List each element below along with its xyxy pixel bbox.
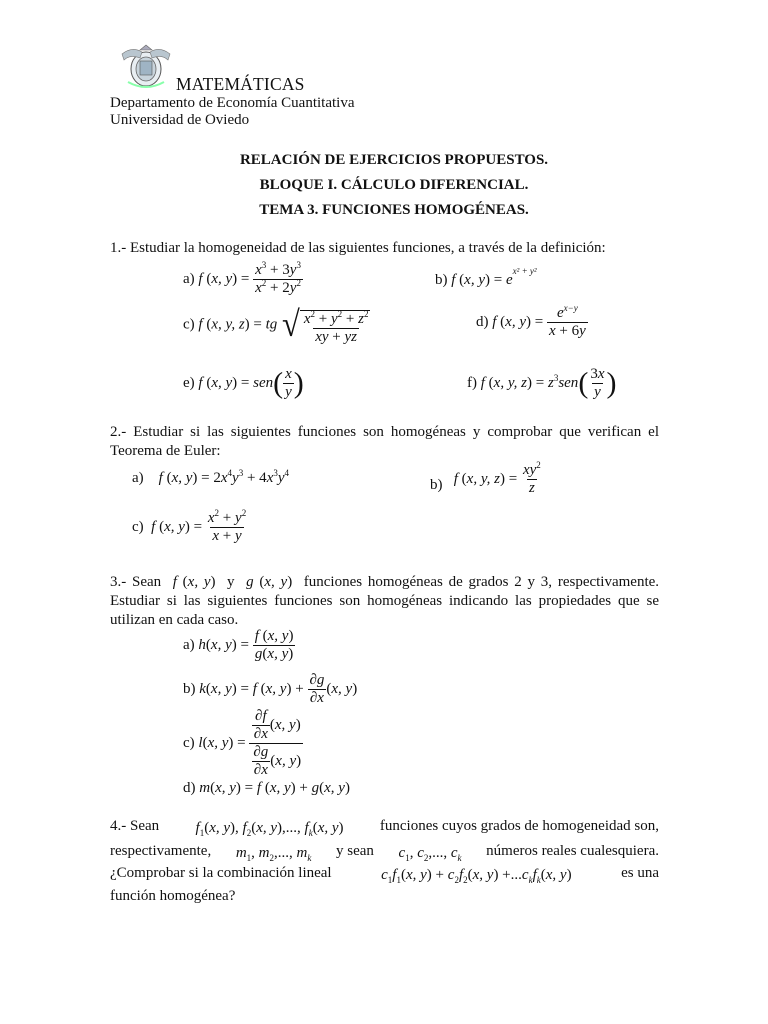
item-label: c) — [132, 518, 144, 535]
university-name: Universidad de Oviedo — [110, 112, 250, 128]
ex3-statement-end: funciones homogéneas de grados 2 y 3, respectivamente. Estudiar si las siguientes funciones son homogéneas indicando las propiedades que se utilizan en cada caso. — [110, 574, 660, 628]
item-label: b) — [430, 476, 443, 493]
item-label: c) — [183, 734, 195, 751]
exercise-4-line-3: ¿Comprobar si la combinación lineal $c_1f_1(x$, $y) + c_2f_2(x$, $y) +...c_kf_k(x$, y) es una — [110, 865, 659, 885]
exercise-4-line-2: respectivamente, $m_1$, $m_2$,..., $m_k$ y sean $c_1$, $c_2$,..., $c_k$ números reales cualesquiera. — [110, 843, 659, 863]
exercise-4-final: función homogénea? — [110, 888, 236, 904]
exercise-3b: b) k(x, y) = f (x, y) + $\frac{\partial g}{\partial x}$ (x, y) — [183, 672, 358, 706]
exercise-1e: e) f (x, y) = sen( $\frac{x}{y}$ ) — [183, 366, 304, 400]
item-label: d) — [476, 313, 489, 330]
item-label: a) — [183, 636, 195, 653]
item-label: c) — [183, 316, 195, 333]
heading-bloque: BLOQUE I. CÁLCULO DIFERENCIAL. — [259, 177, 529, 193]
exercise-3d: d) m(x, y) = f (x, y) + g(x, y) — [183, 780, 350, 796]
heading-relacion: RELACIÓN DE EJERCICIOS PROPUESTOS. — [239, 152, 549, 168]
exercise-2c: c) f (x, y) = $\frac{x^2 + y^2}{x + y}$ — [132, 508, 247, 544]
document-title: MATEMÁTICAS — [176, 74, 305, 94]
ex4-reales: números reales cualesquiera. — [486, 843, 659, 859]
university-seal-logo — [118, 44, 174, 90]
exercise-1b: b) f (x, $y) = e^{x^2 + y^2}$ — [435, 266, 537, 288]
item-label: b) — [435, 272, 448, 288]
ex4-sean: 4.- Sean — [110, 818, 160, 834]
exercise-3c: c) l(x, y) = $\frac{\partial f}{\partial x}$ (x, y) $\frac{\partial g}{\partial x}$ (x, y) — [183, 708, 302, 778]
item-label: e) — [183, 374, 195, 391]
item-label: a) — [132, 470, 144, 486]
item-label: d) — [183, 780, 196, 796]
exercise-4-line-1: 4.- Sean $f_1(x$, y), $f_2(x$, y),..., $f_k(x$, y) funciones cuyos grados de homogeneidad son, — [110, 818, 659, 838]
department-name: Departamento de Economía Cuantitativa — [110, 95, 355, 111]
exercise-1-statement: 1.- Estudiar la homogeneidad de las siguientes funciones, a través de la definición: — [110, 240, 606, 256]
ex4-resp: respectivamente, — [110, 843, 212, 859]
exercise-1d: d) f (x, y) = $\frac{e^{x-y}}{x + 6y}$ — [476, 303, 586, 339]
exercise-1a: a) f (x, y) = $\frac{x^3 + 3y^3}{x^2 + 2y^2}$ — [183, 260, 301, 296]
ex4-es-una: es una — [621, 865, 659, 881]
item-label: b) — [183, 680, 196, 697]
ex4-after-functions: funciones cuyos grados de homogeneidad son, — [379, 818, 659, 834]
exercise-3-statement: 3.- Sean f (x, y) y g (x, y) funciones homogéneas de grados 2 y 3, respectivamente. Estudiar si las siguientes funciones son homogéneas indicando las propiedades que se utilizan en cada caso. — [110, 574, 660, 628]
ex3-and: y — [227, 574, 235, 590]
heading-tema: TEMA 3. FUNCIONES HOMOGÉNEAS. — [259, 202, 529, 218]
ex4-and-sean: y sean — [335, 843, 374, 859]
ex3-sean: 3.- Sean — [110, 574, 162, 590]
item-label: f) — [467, 374, 477, 391]
exercise-3a: a) h(x, y) = $\frac{f (x, y)}{g(x, y)}$ — [183, 628, 294, 662]
exercise-2b: b) f (x, y, z) = $\frac{xy^2}{z}$ — [430, 460, 541, 496]
exercise-2a: a) f (x, $y) = 2x^4y^3 + 4x^3y^4$ — [132, 468, 290, 486]
ex4-question: ¿Comprobar si la combinación lineal — [110, 865, 332, 881]
exercise-1c: c) f (x, y, z) = tg √ $\frac{x^2 + y^2 + z^2}{xy + yz}$ — [183, 304, 369, 345]
exercise-2-statement: 2.- Estudiar si las siguientes funciones son homogéneas y comprobar que verifican el Teorema de Euler: — [110, 424, 659, 459]
exercise-1f: f) f (x, y, $z) = z^3sen$( $\frac{3x}{y}$ ) — [467, 366, 617, 400]
item-label: a) — [183, 270, 195, 287]
